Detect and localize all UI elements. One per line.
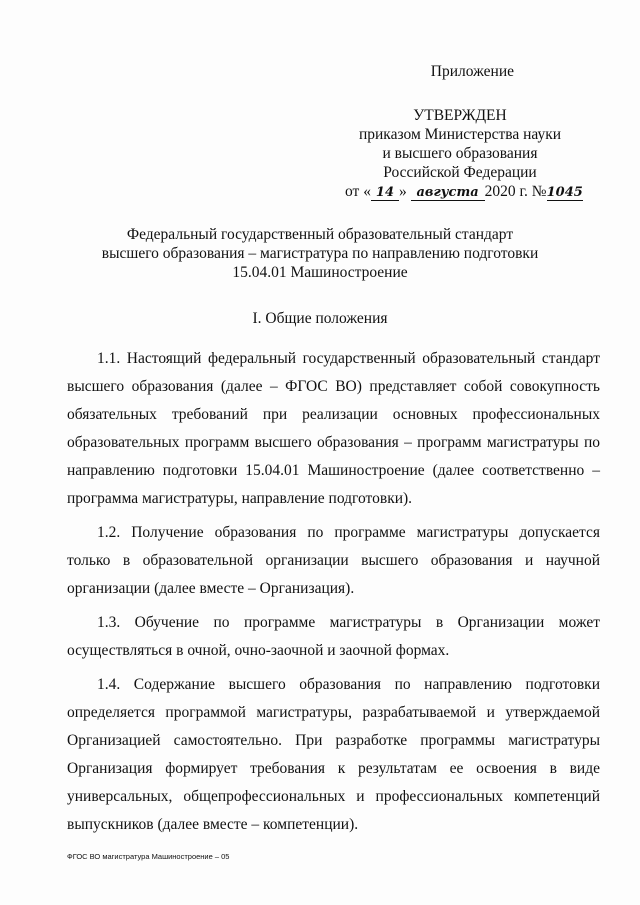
paragraph-1-4: 1.4. Содержание высшего образования по направлению подготовки определяется программой магистратуры, разрабатываемой и утверждаемой Организацией самостоятельно. При разработке программы магистратуры Организация формирует требования к результатам ее освоения в виде универсальных, общепрофессиональных и профессиональных компетенций выпускников (далее вместе – компетенции). xyxy=(67,676,600,833)
order-line: приказом Министерства науки xyxy=(358,126,562,143)
body-text xyxy=(67,345,600,845)
section-heading: I. Общие положения xyxy=(252,310,388,327)
order-line: и высшего образования xyxy=(382,145,538,162)
title-line: высшего образования – магистратура по направлению подготовки xyxy=(101,245,539,262)
paragraph-1-1: 1.1. Настоящий федеральный государственный образовательный стандарт высшего образования (далее – ФГОС ВО) представляет собой совокупность обязательных требований при реализации основных профессиональных образовательных программ высшего образования – программ магистратуры по направлению подготовки 15.04.01 Машиностроение (далее соответственно – программа магистратуры, направление подготовки). xyxy=(67,350,600,507)
page-footer: ФГОС ВО магистратура Машиностроение – 05 xyxy=(67,852,230,861)
date-year: 2020 г. № xyxy=(484,183,547,200)
handwritten-day: 14 xyxy=(371,186,399,201)
title-line: Федеральный государственный образовательный стандарт xyxy=(126,226,514,243)
order-line: Российской Федерации xyxy=(383,164,537,181)
paragraph-1-3: 1.3. Обучение по программе магистратуры в Организации может осуществляться в очной, очно-заочной и заочной формах. xyxy=(67,614,600,659)
appendix-label: Приложение xyxy=(430,63,514,80)
date-prefix: от « xyxy=(345,183,371,200)
paragraph-1-2: 1.2. Получение образования по программе магистратуры допускается только в образовательной организации высшего образования и научной организации (далее вместе – Организация). xyxy=(67,524,600,597)
approved-label: УТВЕРЖДЕН xyxy=(413,107,507,124)
order-date-line xyxy=(345,182,583,201)
approval-block xyxy=(340,62,583,201)
title-line: 15.04.01 Машиностроение xyxy=(232,264,408,281)
document-title xyxy=(40,225,600,282)
handwritten-month: августа xyxy=(411,186,485,201)
handwritten-order-number: 1045 xyxy=(546,185,583,200)
date-mid: » xyxy=(398,183,407,200)
